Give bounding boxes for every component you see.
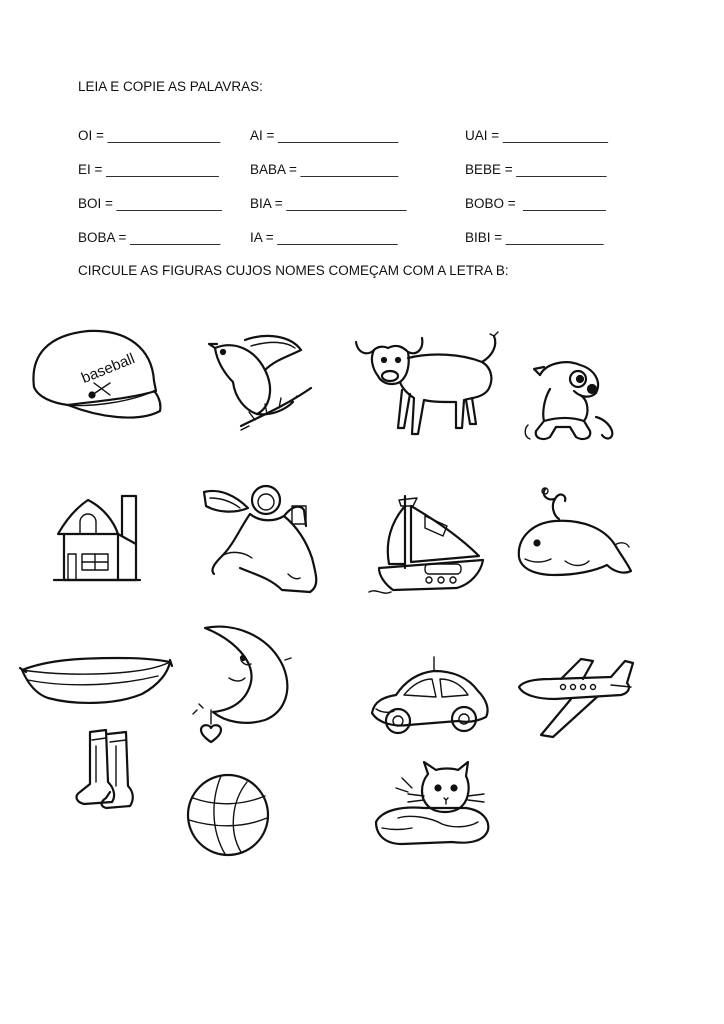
word-oi: OI = _______________	[78, 128, 221, 143]
instruction-circle-figures: CIRCULE AS FIGURAS CUJOS NOMES COMEÇAM COM A LETRA B:	[78, 263, 509, 278]
dog-figure[interactable]	[520, 355, 620, 447]
word-ai: AI = ________________	[250, 128, 399, 143]
word-boi: BOI = ______________	[78, 196, 222, 211]
basketball-figure[interactable]	[185, 772, 271, 858]
airplane-figure[interactable]	[515, 655, 633, 741]
word-boba: BOBA = ____________	[78, 230, 221, 245]
word-ei: EI = _______________	[78, 162, 219, 177]
angel-figure[interactable]	[200, 478, 336, 596]
cap-label: baseball	[79, 350, 138, 387]
bull-figure[interactable]	[352, 328, 502, 440]
word-bobo: BOBO = ___________	[465, 196, 606, 211]
word-bibi: BIBI = _____________	[465, 230, 604, 245]
word-uai: UAI = ______________	[465, 128, 609, 143]
banana-figure[interactable]	[18, 650, 174, 710]
cat-figure[interactable]	[372, 758, 494, 850]
word-bebe: BEBE = ____________	[465, 162, 607, 177]
whale-figure[interactable]	[515, 485, 633, 581]
boots-figure[interactable]	[72, 726, 138, 812]
instruction-copy-words: LEIA E COPIE AS PALAVRAS:	[78, 79, 263, 94]
moon-figure[interactable]	[185, 620, 297, 750]
word-baba: BABA = _____________	[250, 162, 399, 177]
word-bia: BIA = ________________	[250, 196, 407, 211]
bird-figure[interactable]	[205, 330, 317, 435]
boat-figure[interactable]	[365, 492, 493, 602]
word-ia: IA = ________________	[250, 230, 398, 245]
cap-figure[interactable]	[28, 325, 162, 430]
car-figure[interactable]	[368, 655, 492, 741]
house-figure[interactable]	[52, 492, 142, 588]
